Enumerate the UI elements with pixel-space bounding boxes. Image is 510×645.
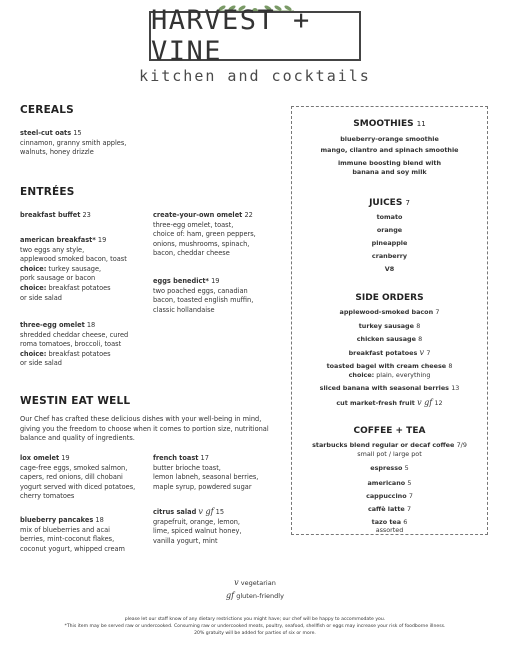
menu-item-smoothie: blueberry-orange smoothie [340, 135, 439, 143]
item-desc: two eggs any style, [20, 245, 85, 254]
menu-item-lox-omelet [20, 454, 155, 502]
section-name: SMOOTHIES [353, 119, 414, 129]
legend-gluten-friendly [0, 591, 510, 600]
menu-item-citrus-salad [153, 507, 288, 546]
item-desc: classic hollandaise [153, 305, 215, 314]
menu-item-juice: V8 [384, 265, 395, 273]
item-name: citrus salad [153, 508, 197, 516]
item-name: applewood-smoked bacon [339, 308, 434, 316]
section-title-side-orders: SIDE ORDERS [355, 293, 424, 303]
item-price: 17 [200, 454, 209, 462]
menu-item-coffee [292, 479, 487, 487]
item-desc: lemon labneh, seasonal berries, [153, 473, 259, 482]
intro-line: balance and quality of ingredients. [20, 434, 135, 443]
item-name: french toast [153, 454, 199, 462]
item-name: caffè latte [367, 505, 405, 513]
item-price: 13 [451, 384, 460, 392]
footer-gratuity-note: 20% gratuity will be added for parties of six or more. [194, 631, 316, 636]
intro-line: giving you the freedom to choose when it comes to portion size, nutritional [20, 424, 269, 433]
item-name: create-your-own omelet [153, 211, 243, 219]
menu-item-french-toast [153, 454, 288, 492]
item-price: 5 [404, 464, 409, 472]
tea-note: assorted [375, 526, 404, 534]
item-price: 7 [435, 308, 440, 316]
dietary-mark: v gf [198, 507, 214, 516]
item-price: 19 [211, 277, 220, 285]
item-desc: onions, mushrooms, spinach, [153, 239, 250, 248]
item-price: 6 [403, 518, 408, 526]
item-desc: bacon, cheddar cheese [153, 249, 230, 258]
menu-item-side [292, 384, 487, 392]
coffee-size-note: small pot / large pot [357, 450, 422, 458]
choice-label: choice: [20, 283, 47, 292]
item-name: americano [367, 479, 406, 487]
item-name: american breakfast* [20, 236, 96, 244]
item-price: 8 [416, 322, 421, 330]
menu-item-breakfast-buffet [20, 211, 150, 221]
menu-item-smoothie: immune boosting blend with [337, 159, 442, 167]
item-desc: applewood smoked bacon, toast [20, 255, 127, 264]
legend-vegetarian [0, 578, 510, 587]
item-desc: shredded cheddar cheese, cured [20, 330, 129, 339]
footer-dietary-note: please let our staff know of any dietary restrictions you might have; our chef will be happy to accommodate you. [124, 617, 386, 622]
choice-text: breakfast potatoes [46, 349, 111, 358]
section-price: 11 [416, 120, 426, 128]
item-desc: or side salad [20, 293, 62, 302]
dietary-mark: v gf [417, 398, 433, 407]
menu-item-juice: orange [376, 226, 403, 234]
intro-line: Our Chef has crafted these delicious dishes with your well-being in mind, [20, 415, 262, 423]
menu-item-american-breakfast [20, 236, 150, 303]
gluten-friendly-mark: gf [226, 591, 235, 600]
item-desc: capers, red onions, dill chobani [20, 473, 123, 482]
item-price: 15 [215, 508, 225, 516]
choice-text: plain, everything [374, 371, 431, 379]
item-price: 23 [82, 211, 91, 219]
choice-text: breakfast potatoes [46, 283, 111, 292]
item-desc: pork sausage or bacon [20, 274, 96, 283]
menu-item-coffee [292, 505, 487, 513]
brand-logo-box [149, 5, 361, 67]
item-price: 7 [408, 492, 413, 500]
menu-item-coffee [292, 441, 487, 449]
choice-text: turkey sausage, [46, 264, 102, 273]
section-title-coffee-tea: COFFEE + TEA [353, 426, 426, 436]
section-title-juices [292, 198, 487, 208]
item-desc: lime, spiced walnut honey, [153, 527, 242, 536]
menu-item-coffee [292, 518, 487, 526]
item-desc: roma tomatoes, broccoli, toast [20, 340, 122, 349]
item-price: 8 [418, 335, 423, 343]
item-price: 18 [86, 321, 96, 329]
item-price: 7/9 [456, 441, 467, 449]
item-desc: maple syrup, powdered sugar [153, 482, 252, 491]
item-desc: yogurt served with diced potatoes, [20, 482, 136, 491]
item-name: breakfast buffet [20, 211, 81, 219]
item-name: espresso [370, 464, 403, 472]
item-price: 7 [406, 505, 412, 513]
item-name: lox omelet [20, 454, 60, 462]
vegetarian-mark: v [234, 578, 239, 587]
menu-item-create-your-own-omelet [153, 211, 288, 259]
menu-item-side [292, 308, 487, 316]
item-desc: mix of blueberries and acai [20, 525, 110, 534]
item-desc: cherry tomatoes [20, 492, 75, 501]
brand-name: HARVEST + VINE [151, 5, 311, 67]
menu-item-three-egg-omelet [20, 321, 152, 369]
menu-item-side [292, 322, 487, 330]
menu-item-coffee [292, 464, 487, 472]
item-desc: choice of: ham, green peppers, [153, 230, 256, 239]
legend-text: gluten-friendly [236, 592, 284, 600]
menu-item-juice: cranberry [371, 252, 408, 260]
choice-label: choice: [20, 349, 47, 358]
menu-item-coffee [292, 492, 487, 500]
brand-tagline: kitchen and cocktails [139, 67, 371, 85]
westin-intro [20, 415, 288, 444]
menu-item-side [292, 362, 487, 370]
item-desc: bacon, toasted english muffin, [153, 296, 254, 305]
menu-item-side [292, 348, 487, 357]
section-price: 7 [405, 199, 410, 207]
item-desc: three-egg omelet, toast, [153, 220, 234, 229]
item-desc: or side salad [20, 359, 62, 368]
bagel-choice [292, 371, 487, 379]
menu-item-steel-cut-oats [20, 129, 220, 158]
item-name: tazo tea [371, 518, 402, 526]
section-title-westin-eat-well: WESTIN EAT WELL [20, 395, 131, 407]
item-desc: two poached eggs, canadian [153, 286, 248, 295]
item-name: steel-cut oats [20, 129, 72, 137]
item-price: 5 [407, 479, 412, 487]
legend-text: vegetarian [240, 579, 276, 587]
menu-item-juice: tomato [376, 213, 403, 221]
item-desc: cinnamon, granny smith apples, [20, 138, 127, 147]
item-name: three-egg omelet [20, 321, 85, 329]
item-name: toasted bagel with cream cheese [326, 362, 447, 370]
item-price: 15 [73, 129, 82, 137]
item-name: starbucks blend regular or decaf coffee [312, 441, 455, 449]
menu-item-smoothie: mango, cilantro and spinach smoothie [320, 146, 459, 154]
item-name: turkey sausage [358, 322, 414, 330]
item-name: cappuccino [366, 492, 407, 500]
menu-item-juice: pineapple [371, 239, 408, 247]
item-desc: cage-free eggs, smoked salmon, [20, 463, 128, 472]
item-price: 8 [448, 362, 453, 370]
menu-item-side [292, 335, 487, 343]
item-desc: coconut yogurt, whipped cream [20, 544, 125, 553]
item-price: 12 [434, 399, 443, 407]
item-desc: butter brioche toast, [153, 463, 221, 472]
menu-item-side [292, 398, 487, 407]
item-price: 22 [244, 211, 253, 219]
choice-label: choice: [348, 371, 375, 379]
menu-item-eggs-benedict [153, 277, 288, 315]
choice-label: choice: [20, 264, 47, 273]
menu-item-smoothie: banana and soy milk [352, 168, 427, 176]
item-desc: walnuts, honey drizzle [20, 148, 94, 157]
dietary-mark: v [419, 348, 425, 357]
beverages-sides-panel [291, 106, 488, 535]
item-desc: grapefruit, orange, lemon, [153, 517, 241, 526]
item-name: breakfast potatoes [348, 349, 418, 357]
section-title-entrees: ENTRÉES [20, 186, 75, 198]
item-name: chicken sausage [356, 335, 416, 343]
item-price: 19 [97, 236, 107, 244]
item-desc: vanilla yogurt, mint [153, 536, 218, 545]
item-desc: berries, mint-coconut flakes, [20, 535, 115, 544]
section-title-cereals: CEREALS [20, 104, 74, 116]
section-title-smoothies [292, 119, 487, 129]
item-name: cut market-fresh fruit [336, 399, 415, 407]
item-price: 19 [61, 454, 70, 462]
item-name: sliced banana with seasonal berries [319, 384, 449, 392]
section-name: JUICES [369, 198, 403, 208]
item-price: 7 [426, 349, 431, 357]
item-name: eggs benedict* [153, 277, 209, 285]
footer-raw-warning: *This item may be served raw or undercooked. Consuming raw or undercooked meats, poultry, seafood, shellfish or eggs may increase your risk of foodborne illness. [64, 624, 446, 629]
item-name: blueberry pancakes [20, 516, 94, 524]
item-price: 18 [95, 516, 104, 524]
menu-item-blueberry-pancakes [20, 516, 155, 554]
